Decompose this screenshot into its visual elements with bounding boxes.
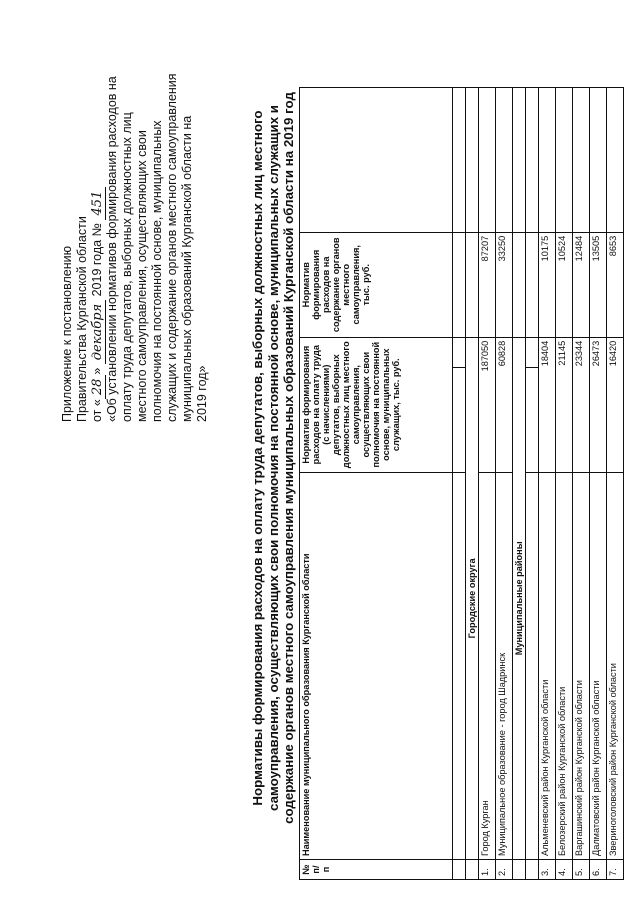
- appendix-line: служащих и содержание органов местного самоуправления: [165, 73, 179, 422]
- appendix-line: муниципальных образований Курганской области на: [180, 115, 194, 422]
- header-empty: [300, 88, 453, 233]
- appendix-line: полномочия на постоянной основе, муниципальных: [150, 120, 164, 422]
- appendix-date-line: от «28» декабря 2019 года № 451: [90, 32, 105, 422]
- section-row: Городские округа: [466, 88, 479, 880]
- appendix-line: Правительства Курганской области: [75, 216, 89, 422]
- section-row: Муниципальные районы: [513, 88, 526, 880]
- spacer-row: [453, 88, 466, 880]
- header-norm-pay: Норматив формирования расходов на оплату труда (с начислениями) депутатов, выборных должностных лиц местного самоуправления, осуществляющих свои полномочия на постоянной основе, муниципальных служащих, тыс. руб.: [300, 337, 453, 472]
- table-row: 5. Варгашинский район Курганской области 23344 12484: [573, 88, 590, 880]
- handwritten-day: 28: [90, 375, 106, 400]
- appendix-line: местного самоуправления, осуществляющих свои: [135, 130, 149, 422]
- appendix-line: 2019 год»: [195, 365, 209, 422]
- header-name: Наименование муниципального образования Курганской области: [300, 472, 453, 859]
- table-row: 7. Звериноголовский район Курганской области 16420 8653: [607, 88, 624, 880]
- appendix-line: «Об установлении нормативов формирования расходов на: [105, 76, 119, 422]
- rotated-page: [0, 2, 618, 882]
- handwritten-number: 451: [90, 187, 106, 220]
- header-norm-maint: Норматив формирования расходов на содержание органов местного самоуправления, тыс. руб.: [300, 232, 453, 337]
- header-num: № п/п: [300, 860, 453, 880]
- table-row: 3. Альменевский район Курганской области 18404 10175: [539, 88, 556, 880]
- handwritten-month: декабря: [90, 300, 106, 364]
- spacer-row: [526, 88, 539, 880]
- table-row: 6. Далматовский район Курганской области 26473 13505: [590, 88, 607, 880]
- table-row: 4. Белозерский район Курганской области 21145 10524: [556, 88, 573, 880]
- document-title: Нормативы формирования расходов на оплату труда депутатов, выборных должностных лиц местного самоуправления, осуществляющих свои полномочия на постоянной основе, муниципальных служащих и содержание органов местного самоуправления муниципальных образований Курганской области на 2019 год: [250, 92, 296, 824]
- appendix-line: Приложение к постановлению: [60, 246, 74, 422]
- appendix-block: [60, 32, 210, 422]
- table-header-row: [300, 88, 453, 880]
- page-number: [0, 424, 1, 430]
- table-row: 2. Муниципальное образование - город Шадринск 60828 33250: [496, 88, 513, 880]
- table-row: 1. Город Курган 187050 87207: [479, 88, 496, 880]
- norms-table: [299, 87, 624, 880]
- appendix-line: оплату труда депутатов, выборных должностных лиц: [120, 112, 134, 422]
